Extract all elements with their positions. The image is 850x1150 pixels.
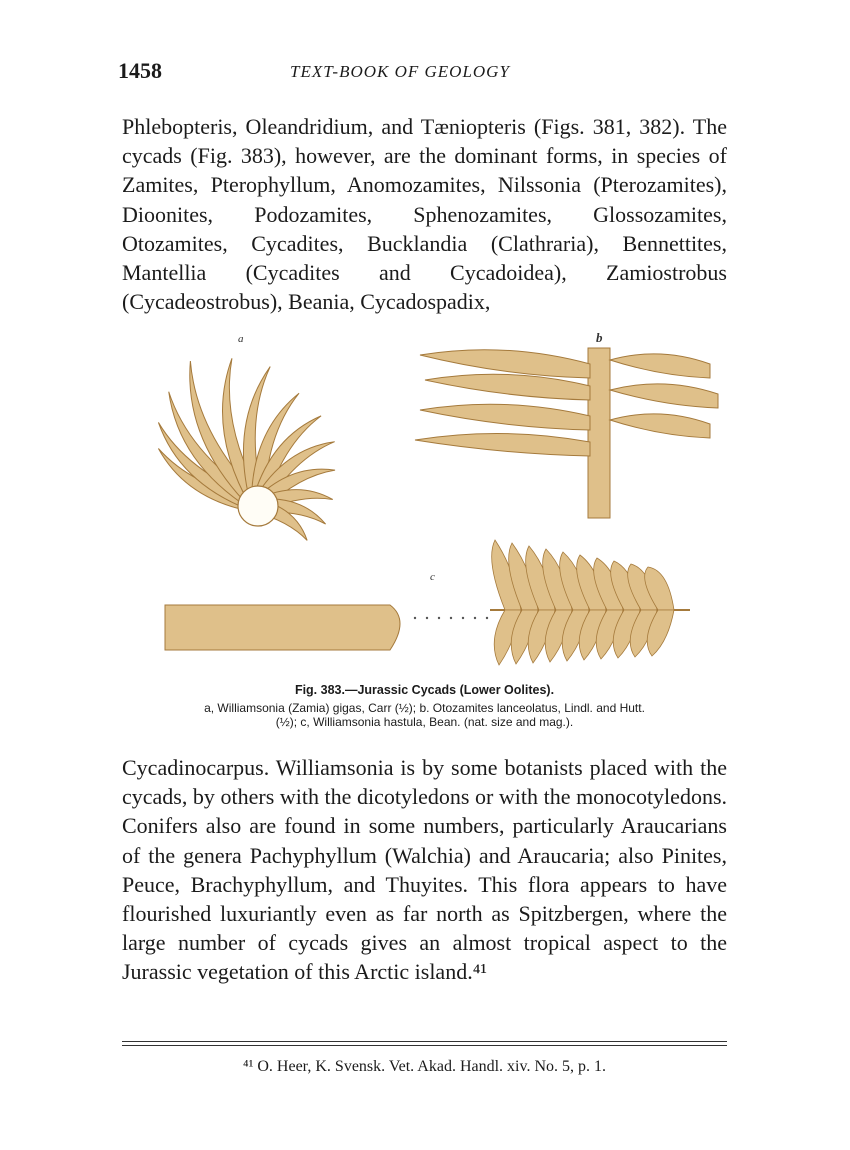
figure-caption-line-2: (½); c, Williamsonia hastula, Bean. (nat. size and mag.).	[275, 715, 574, 729]
dot	[438, 617, 440, 619]
leaflet	[420, 350, 590, 378]
receptacle	[238, 486, 278, 526]
footnote-41: ⁴¹ O. Heer, K. Svensk. Vet. Akad. Handl. xiv. No. 5, p. 1.	[242, 1058, 607, 1075]
leaflet	[610, 384, 718, 408]
dot	[426, 617, 428, 619]
dot	[474, 617, 476, 619]
dot	[462, 617, 464, 619]
page-number: 1458	[118, 58, 162, 83]
figure-label-a: a	[238, 333, 244, 345]
rachis	[588, 348, 610, 518]
footnote-rule-thin	[122, 1045, 727, 1046]
figure-caption-line-1: a, Williamsonia (Zamia) gigas, Carr (½); b. Otozamites lanceolatus, Lindl. and Hutt.	[204, 701, 645, 715]
figure-label-b: b	[596, 330, 603, 345]
leaflet	[610, 414, 710, 438]
dot	[486, 617, 488, 619]
leaflet	[425, 374, 590, 400]
leaflet	[415, 433, 590, 456]
specimen-a-williamsonia	[158, 358, 335, 540]
page-header	[118, 58, 728, 92]
figure-383	[120, 330, 730, 675]
running-head: TEXT-BOOK OF GEOLOGY	[290, 62, 510, 81]
figure-caption-detail	[122, 701, 727, 729]
cycad-fossil-illustration	[120, 330, 730, 675]
footnote-rule	[122, 1041, 727, 1042]
specimen-b-otozamites	[415, 348, 718, 518]
leaflet	[420, 404, 590, 430]
leaflet	[610, 354, 710, 378]
figure-label-c: c	[430, 571, 435, 583]
paragraph-2: Cycadinocarpus. Williamsonia is by some botanists placed with the cycads, by others with the dicotyledons or with the monocotyledons. Conifers also are found in some numbers, particularly Araucarians of the genera Pachyphyllum (Walchia) and Araucaria; also Pinites, Peuce, Brachyphyllum, and Thuyites. This flora appears to have flourished luxuriantly even as far north as Spitzbergen, where the large number of cycads gives an almost tropical aspect to the Jurassic vegetation of this Arctic island.⁴¹	[122, 755, 727, 985]
figure-caption-title: Fig. 383.—Jurassic Cycads (Lower Oolites).	[294, 683, 555, 697]
specimen-c-williamsonia-hastula	[165, 540, 690, 665]
dot	[414, 617, 416, 619]
paragraph-1: Phlebopteris, Oleandridium, and Tæniopteris (Figs. 381, 382). The cycads (Fig. 383), however, are the dominant forms, in species of Zamites, Pterophyllum, Anomozamites, Nilssonia (Pterozamites), Dioonites, Podozamites, Sphenozamites, Glossozamites, Otozamites, Cycadites, Bucklandia (Clathraria), Bennettites, Mantellia (Cycadites and Cycadoidea), Zamiostrobus (Cycadeostrobus), Beania, Cycadospadix,	[122, 114, 727, 315]
dot	[450, 617, 452, 619]
stem	[165, 605, 400, 650]
